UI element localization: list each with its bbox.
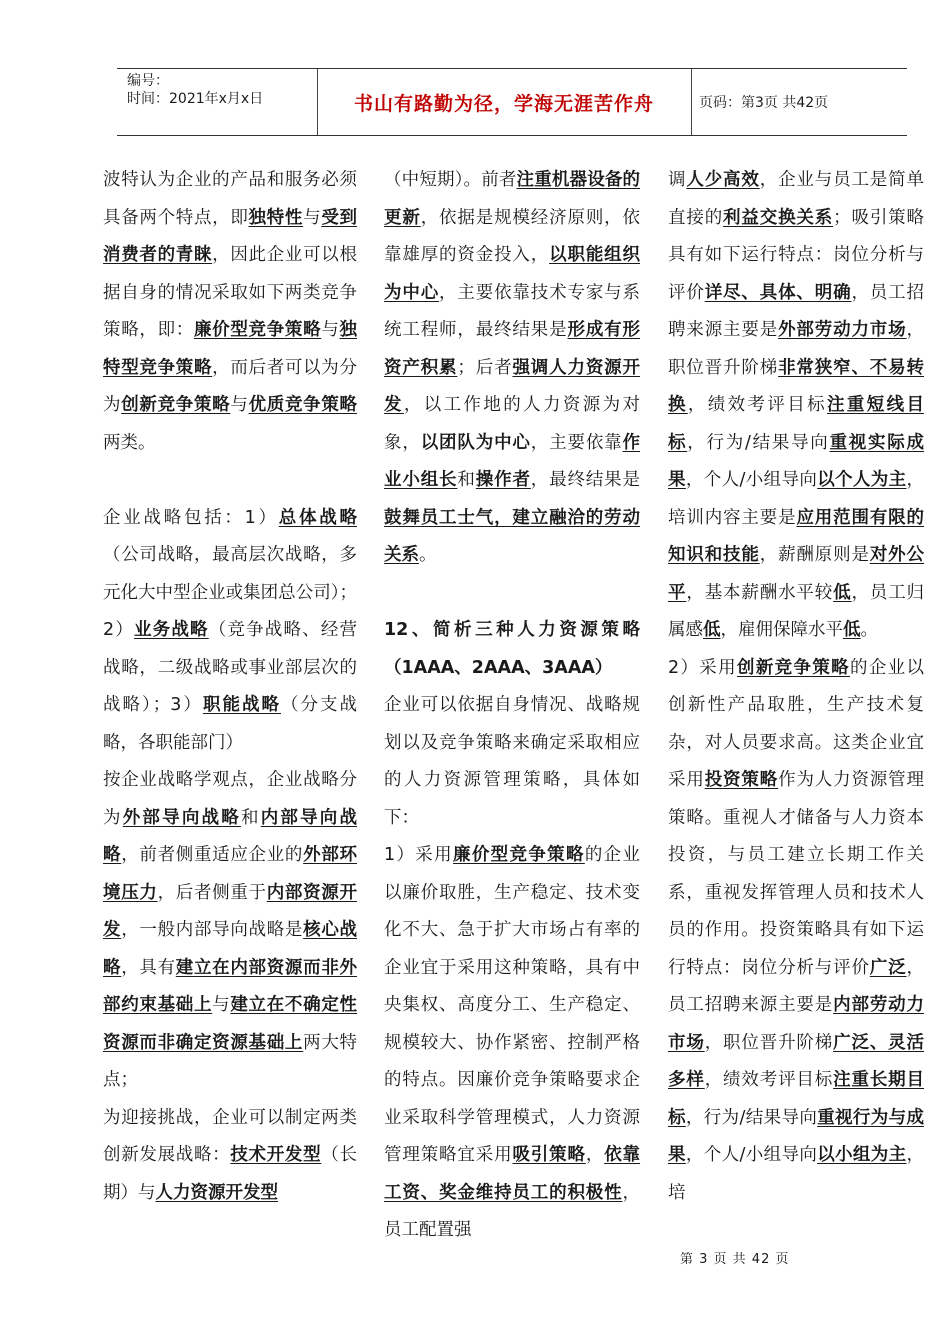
text-run: 为迎接挑战，企业可以制定两类创新发展战略：: [103, 1107, 357, 1165]
paragraph-innovation-competition: [668, 650, 924, 1213]
key-term: 人少高效: [686, 170, 760, 190]
page-header: [117, 68, 907, 136]
key-term: 独特型竞争策略: [103, 320, 358, 378]
column-3: [668, 162, 924, 1212]
key-term: 注重机器设备的更新: [384, 170, 641, 228]
key-term: 形成有形资产积累: [384, 320, 641, 378]
key-term: 操作者: [475, 470, 531, 490]
text-run: ，职位晋升阶梯: [704, 1032, 834, 1053]
key-term: 广泛、灵活多样: [668, 1032, 925, 1090]
key-term: 廉价型竞争策略: [452, 845, 585, 865]
text-run: 调: [668, 170, 687, 190]
section-heading: 12、简析三种人力资源策略（1AAA、2AAA、3AAA）: [384, 620, 640, 678]
key-term: 创新竞争策略: [121, 395, 231, 415]
key-term: 注重长期目标: [668, 1070, 925, 1128]
text-run: ，行为/结果导向: [687, 432, 830, 453]
text-run: ，行为/结果导向: [685, 1107, 818, 1128]
key-term: 以个人为主: [817, 470, 907, 490]
text-run: ，绩效考评目标: [704, 1070, 834, 1090]
text-run: 与: [230, 395, 249, 415]
key-term: 外部环境压力: [103, 845, 358, 903]
text-run: ，具有: [121, 957, 176, 978]
text-run: 和: [457, 470, 476, 490]
paragraph-attraction-strategy: [668, 162, 924, 650]
text-run: 波特认为企业的产品和服务必须具备两个特点，即: [103, 170, 357, 228]
text-run: （中短期）。前者: [384, 170, 517, 190]
key-term: 注重短线目标: [668, 395, 924, 453]
text-run: ；后者: [457, 357, 513, 378]
key-term: 详尽、具体、明确: [704, 282, 852, 303]
paragraph-enterprise-strategy: [103, 500, 357, 763]
motto: 书山有路勤为径，学海无涯苦作舟: [353, 92, 654, 115]
text-run: 作为人力资源管理策略。重视人才储备与人力资本投资，与员工建立长期工作关系，重视发挥管理人员和技术人员的作用。投资策略具有如下运行特点：岗位分析与评价: [668, 770, 925, 978]
key-term: 技术开发型: [230, 1145, 322, 1165]
text-run: ，主要依靠技术专家与系统工程师，最终结果是: [384, 282, 641, 340]
text-run: ，最终结果是: [530, 470, 641, 490]
text-run: ，绩效考评目标: [687, 395, 827, 415]
key-term: 投资策略: [704, 770, 779, 790]
key-term: 廉价型竞争策略: [193, 320, 322, 340]
key-term: 作业小组长: [384, 432, 641, 490]
key-term: 内部劳动力市场: [668, 995, 925, 1053]
text-run: （竞争战略、经营战略，二级战略或事业部层次的战略）；3）: [103, 620, 358, 715]
key-term: 人力资源开发型: [155, 1182, 278, 1203]
paragraph-intro: 企业可以依据自身情况、战略规划以及竞争策略来确定采取相应的人力资源管理策略，具体如下：: [384, 695, 640, 828]
text-run: ，培训内容主要是: [668, 470, 925, 528]
text-run: 1）采用: [384, 845, 453, 865]
text-run: ，依据是规模经济原则，依靠雄厚的资金投入，: [384, 207, 641, 265]
document-number-label: 编号：: [127, 73, 169, 89]
key-term: 以职能组织为中心: [384, 245, 641, 303]
text-run: 两类。: [103, 432, 156, 453]
key-term: 非常狭窄、不易转换: [668, 357, 925, 415]
text-run: ，个人/小组导向: [685, 470, 818, 490]
key-term: 依靠工资、奖金维持员工的积极性: [384, 1145, 641, 1203]
text-run: ，员工招聘来源主要是: [668, 282, 925, 340]
text-run: ，主要依靠: [530, 432, 623, 453]
key-term: 低: [833, 582, 852, 603]
key-term: 建立在不确定性资源而非确定资源基础上: [103, 995, 358, 1053]
text-run: 企业战略包括：1）: [103, 507, 279, 528]
key-term: 应用范围有限的知识和技能: [668, 507, 925, 565]
paragraph-innovation-strategy: [103, 1100, 357, 1213]
key-term: 以团队为中心: [420, 432, 531, 453]
text-run: ，因此企业可以根据自身的情况采取如下两类竞争策略，即：: [103, 245, 358, 340]
key-term: 对外公平: [668, 545, 925, 603]
key-term: 重视实际成果: [668, 432, 925, 490]
paragraph-strategy-orientation: [103, 762, 357, 1100]
text-run: 2）采用: [668, 657, 737, 678]
text-run: 的企业以创新性产品取胜，生产技术复杂，对人员要求高。这类企业宜采用: [668, 657, 925, 790]
key-term: 职能战略: [202, 695, 281, 715]
text-run: ；吸引策略具有如下运行特点：岗位分析与评价: [668, 207, 925, 303]
key-term: 业务战略: [134, 620, 209, 640]
text-run: 与: [303, 207, 322, 228]
text-run: 和: [240, 807, 261, 828]
key-term: 核心战略: [103, 920, 358, 978]
text-run: 的企业以廉价取胜，生产稳定、技术变化不大、急于扩大市场占有率的企业宜于采用这种策略，具有中央集权、高度分工、生产稳定、规模较大、协作紧密、控制严格的特点。因廉价竞争策略要求企业采取科学管理模式，人力资源管理策略宜采用: [384, 845, 641, 1165]
key-term: 重视行为与成果: [668, 1107, 925, 1165]
key-term: 建立在内部资源而非外部约束基础上: [103, 957, 358, 1015]
text-run: ，培: [668, 1145, 925, 1203]
column-2: [384, 162, 640, 1250]
text-run: 与: [212, 995, 231, 1015]
text-run: 。: [419, 545, 437, 565]
key-term: 低: [843, 620, 861, 640]
text-run: （长期）与: [103, 1145, 358, 1203]
key-term: 创新竞争策略: [736, 657, 850, 678]
text-run: 与: [321, 320, 340, 340]
text-run: ，员工归属感: [668, 582, 925, 640]
text-run: ，员工招聘来源主要是: [668, 957, 925, 1015]
key-term: 鼓舞员工士气，建立融洽的劳动关系: [384, 507, 640, 565]
text-run: ，薪酬原则是: [759, 545, 870, 565]
header-motto-cell: [317, 69, 692, 135]
paragraph-low-cost-strategy: [384, 837, 640, 1250]
header-page-info: 页码：第3页 共42页: [699, 95, 829, 111]
text-run: ，企业与员工是简单直接的: [668, 170, 925, 228]
key-term: 优质竞争策略: [248, 395, 358, 415]
text-run: ，以工作地的人力资源为对象，: [384, 395, 640, 453]
key-term: 以小组为主: [817, 1145, 907, 1165]
key-term: 独特性: [248, 207, 304, 228]
page-footer: 第 3 页 共 42 页: [680, 1252, 790, 1267]
text-run: 两大特点；: [103, 1032, 358, 1090]
text-run: ，而后者可以为分为: [103, 357, 358, 415]
text-run: ，一般内部导向战略是: [121, 920, 304, 940]
column-1: [103, 162, 357, 1212]
key-term: 低: [703, 620, 721, 640]
key-term: 受到消费者的青睐: [103, 207, 358, 265]
key-term: 广泛: [869, 957, 907, 978]
text-run: ，员工配置强: [384, 1182, 640, 1240]
paragraph-competition-strategy: [103, 162, 357, 462]
key-term: 总体战略: [278, 507, 357, 528]
text-run: ，雇佣保障水平: [720, 620, 843, 640]
header-page-cell: [691, 69, 907, 135]
key-term: 外部劳动力市场: [778, 320, 907, 340]
text-run: 。: [860, 620, 878, 640]
key-term: 强调人力资源开发: [384, 357, 641, 415]
key-term: 内部导向战略: [103, 807, 358, 865]
paragraph-development-comparison: [384, 162, 640, 575]
text-run: ，基本薪酬水平较: [686, 582, 834, 603]
document-time-label: 时间：2021年x月x日: [127, 91, 264, 107]
text-run: （分支战略，各职能部门）: [103, 695, 358, 753]
text-run: ，职位晋升阶梯: [668, 320, 925, 378]
key-term: 外部导向战略: [122, 807, 241, 828]
key-term: 吸引策略: [512, 1145, 586, 1165]
text-run: ，: [585, 1145, 605, 1165]
text-run: （公司战略，最高层次战略，多元化大中型企业或集团总公司）；2）: [103, 545, 357, 640]
text-run: ，个人/小组导向: [685, 1145, 818, 1165]
text-run: ，后者侧重于: [157, 882, 267, 903]
header-meta: [117, 69, 318, 135]
key-term: 内部资源开发: [103, 882, 358, 940]
key-term: 利益交换关系: [723, 207, 834, 228]
text-run: 按企业战略学观点，企业战略分为: [103, 770, 357, 828]
text-run: ，前者侧重适应企业的: [121, 845, 304, 865]
